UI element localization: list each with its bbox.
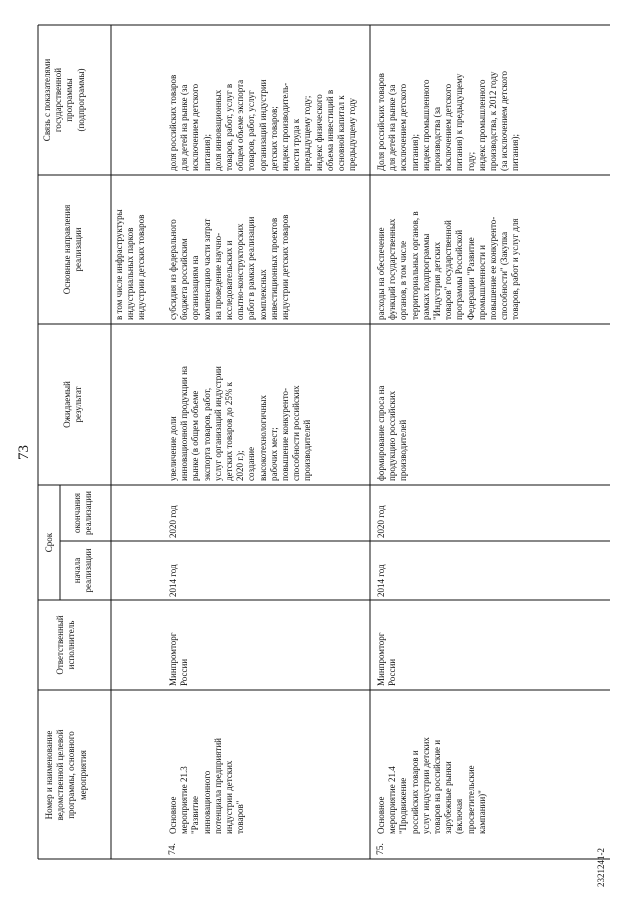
row-end: 2020 год: [168, 505, 178, 538]
header-name: Номер и наименование ведомственной целевой программы, основного мероприятия: [44, 729, 88, 821]
row-result: формирование спроса на продукцию российских производителей: [376, 385, 409, 481]
continuation-directions: в том числе инфраструктуры индустриальных парков индустрии детских товаров: [114, 209, 147, 320]
row-directions: субсидия из федерального бюджета российским организациям на компенсацию части затрат на проведение научно- исследовательских и опытно-конструкторских работ в рамках реализации комплексных инвестиционных проектов индустрии детских товаров: [168, 214, 291, 320]
row-number: 74.: [168, 843, 178, 855]
header-term: Срок: [44, 532, 54, 553]
page-number: 73: [16, 445, 32, 460]
header-link: Связь с показателями государственной программы (подпрограммы): [42, 58, 86, 142]
row-link: Доля российских товаров для детей на рынке (за исключением детского питания); индекс промышленного производства (за исключением детского питания) к предыдущему году; индекс промышленного производства, к 2012 году (за исключением детского питания);: [376, 71, 521, 171]
row-start: 2014 год: [168, 564, 178, 597]
document-code: 2321241-2: [596, 848, 606, 887]
header-end: окончания реализации: [72, 491, 94, 535]
header-directions: Основные направления реализации: [62, 204, 84, 295]
header-executor: Ответственный исполнитель: [55, 615, 77, 675]
header-result: Ожидаемый результат: [62, 381, 84, 428]
row-name: Основное мероприятие 21.4 "Продвижение российских товаров и услуг индустрии детских товаров на российские и зарубежные рынки (включая просветительские кампании)": [376, 737, 487, 834]
row-name: Основное мероприятие 21.3 "Развитие инновационного потенциала предприятий индустрии детских товаров": [168, 738, 246, 834]
row-executor: Минпромторг России: [168, 632, 190, 686]
header-start: начала реализации: [72, 548, 94, 593]
row-directions: расходы на обеспечение функций государственных органов, в том числе территориальных органов, в рамках подпрограммы "Индустрия детских товаров" государственной программы Российской Федерации "Развитие промышленности и повышение ее конкуренто- способности" (Закупка товаров, работ и услуг для: [376, 211, 521, 320]
row-executor: Минпромторг России: [376, 632, 398, 686]
row-number: 75.: [376, 843, 386, 855]
row-result: увеличение доли инновационной продукции на рынке (в общем объеме экспорта товаров, работ, услуг организаций индустрии детских товаров до 25% к 2020 г.); создание высокотехнологичных рабочих мест; повышение конкуренто- способности российских производителей: [168, 366, 313, 481]
row-end: 2020 год: [376, 505, 386, 538]
row-link: доля российских товаров для детей на рынке (за исключением детского питания); доля инновационных товаров, работ, услуг в общем объеме экспорта товаров, работ, услуг организаций индустрии детских товаров; индекс производитель- ности труда к предыдущему году; индекс физического объема инвестиций в основной капитал к предыдущему году: [168, 74, 358, 171]
row-start: 2014 год: [376, 564, 386, 597]
